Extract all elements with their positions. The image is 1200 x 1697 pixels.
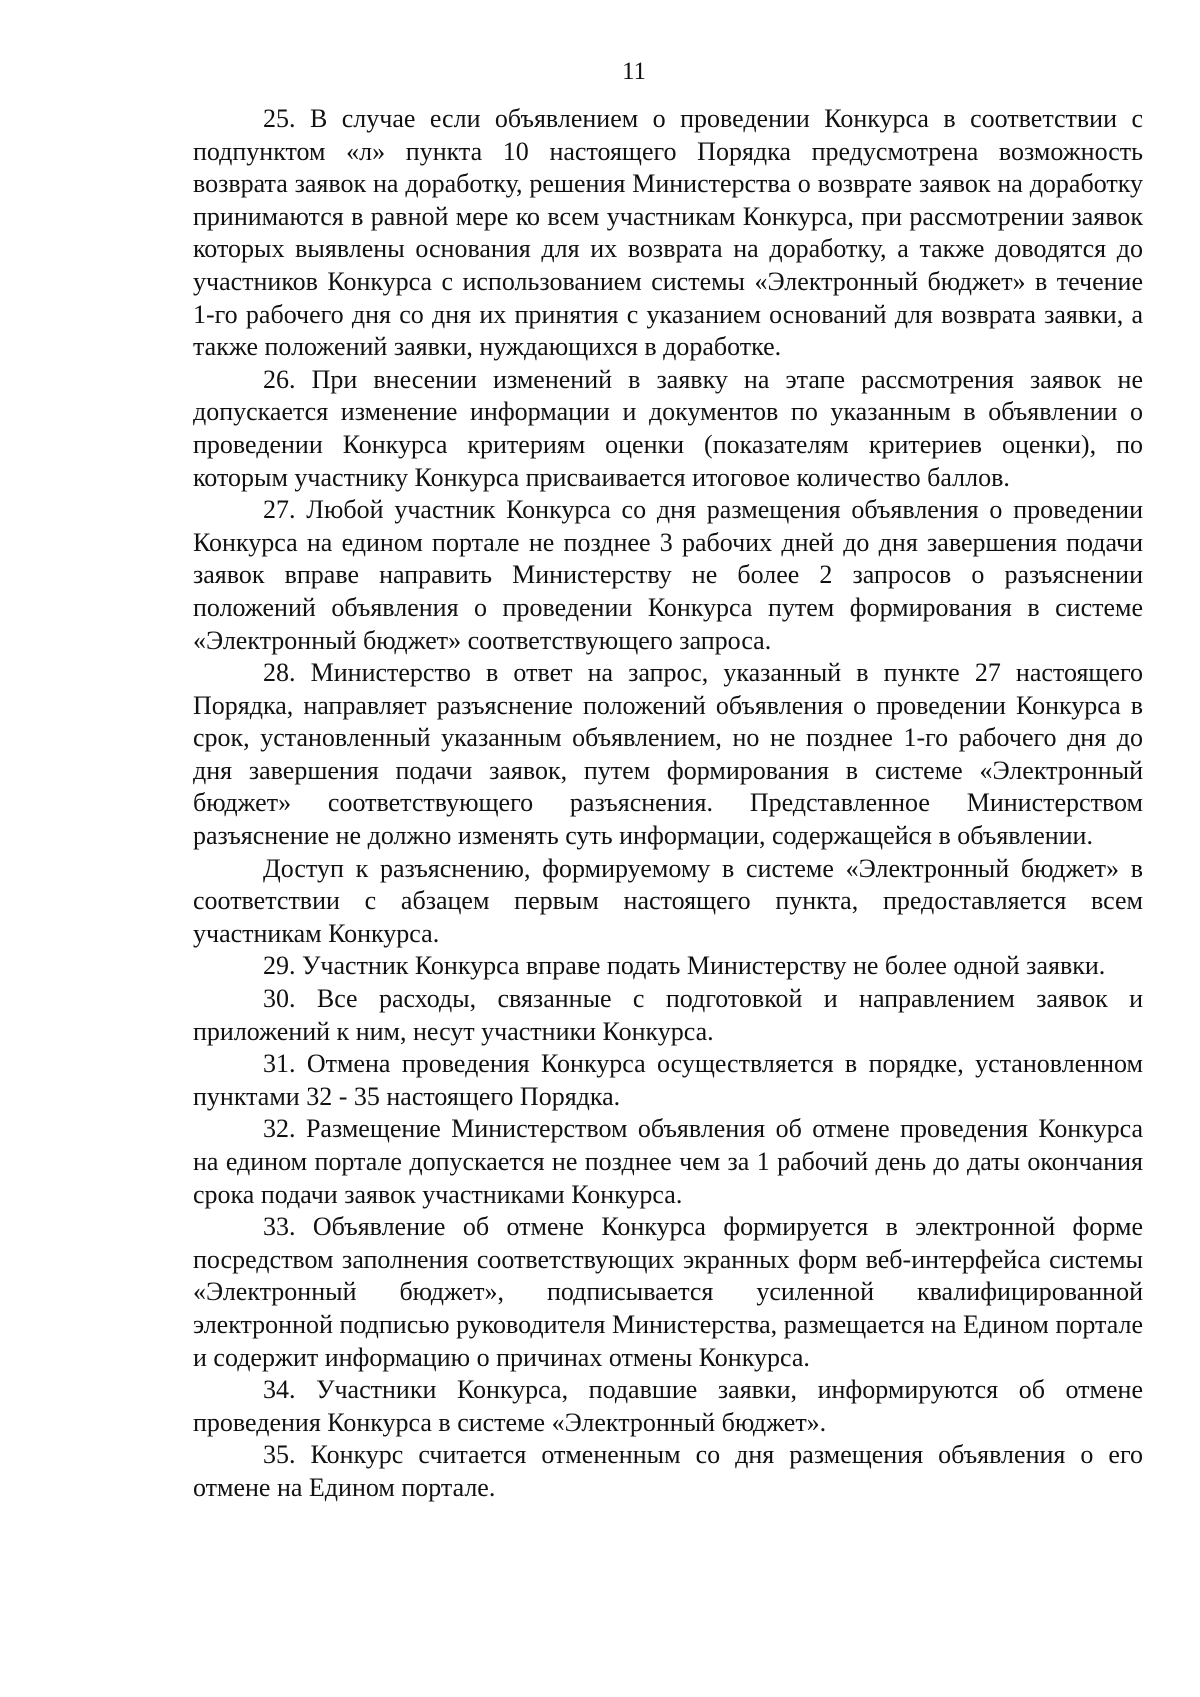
paragraph-34: 34. Участники Конкурса, подавшие заявки, информируются об отмене проведения Конкурса в системе «Электронный бюджет». <box>193 1375 1143 1437</box>
paragraph-28-access: Доступ к разъяснению, формируемому в системе «Электронный бюджет» в соответствии с абзацем первым настоящего пункта, предоставляется всем участникам Конкурса. <box>193 853 1143 948</box>
paragraph-29: 29. Участник Конкурса вправе подать Министерству не более одной заявки. <box>263 951 1106 981</box>
document-body <box>193 103 1143 1505</box>
paragraph-33: 33. Объявление об отмене Конкурса формируется в электронной форме посредством заполнения соответствующих экранных форм веб-интерфейса системы «Электронный бюджет», подписывается усиленной квалифицированной электронной подписью руководителя Министерства, размещается на Едином портале и содержит информацию о причинах отмены Конкурса. <box>193 1212 1143 1372</box>
paragraph-31: 31. Отмена проведения Конкурса осуществляется в порядке, установленном пунктами 32 - 35 настоящего Порядка. <box>193 1049 1143 1111</box>
paragraph-26: 26. При внесении изменений в заявку на этапе рассмотрения заявок не допускается изменение информации и документов по указанным в объявлении о проведении Конкурса критериям оценки (показателям критериев оценки), по которым участнику Конкурса присваивается итоговое количество баллов. <box>193 364 1143 492</box>
paragraph-32: 32. Размещение Министерством объявления об отмене проведения Конкурса на едином портале допускается не позднее чем за 1 рабочий день до даты окончания срока подачи заявок участниками Конкурса. <box>193 1114 1143 1209</box>
paragraph-25: 25. В случае если объявлением о проведении Конкурса в соответствии с подпунктом «л» пункта 10 настоящего Порядка предусмотрена возможность возврата заявок на доработку, решения Министерства о возврате заявок на доработку принимаются в равной мере ко всем участникам Конкурса, при рассмотрении заявок которых выявлены основания для их возврата на доработку, а также доводятся до участников Конкурса с использованием системы «Электронный бюджет» в течение 1-го рабочего дня со дня их принятия с указанием оснований для возврата заявки, а также положений заявки, нуждающихся в доработке. <box>193 104 1143 362</box>
paragraph-30: 30. Все расходы, связанные с подготовкой и направлением заявок и приложений к ним, несут участники Конкурса. <box>193 984 1143 1046</box>
paragraph-35: 35. Конкурс считается отмененным со дня размещения объявления о его отмене на Едином портале. <box>193 1440 1143 1502</box>
paragraph-28: 28. Министерство в ответ на запрос, указанный в пункте 27 настоящего Порядка, направляет разъяснение положений объявления о проведении Конкурса в срок, установленный указанным объявлением, но не позднее 1-го рабочего дня до дня завершения подачи заявок, путем формирования в системе «Электронный бюджет» соответствующего разъяснения. Представленное Министерством разъяснение не должно изменять суть информации, содержащейся в объявлении. <box>193 658 1143 851</box>
paragraph-27: 27. Любой участник Конкурса со дня размещения объявления о проведении Конкурса на едином портале не позднее 3 рабочих дней до дня завершения подачи заявок вправе направить Министерству не более 2 запросов о разъяснении положений объявления о проведении Конкурса путем формирования в системе «Электронный бюджет» соответствующего запроса. <box>193 495 1143 655</box>
page-number: 11 <box>621 58 647 85</box>
